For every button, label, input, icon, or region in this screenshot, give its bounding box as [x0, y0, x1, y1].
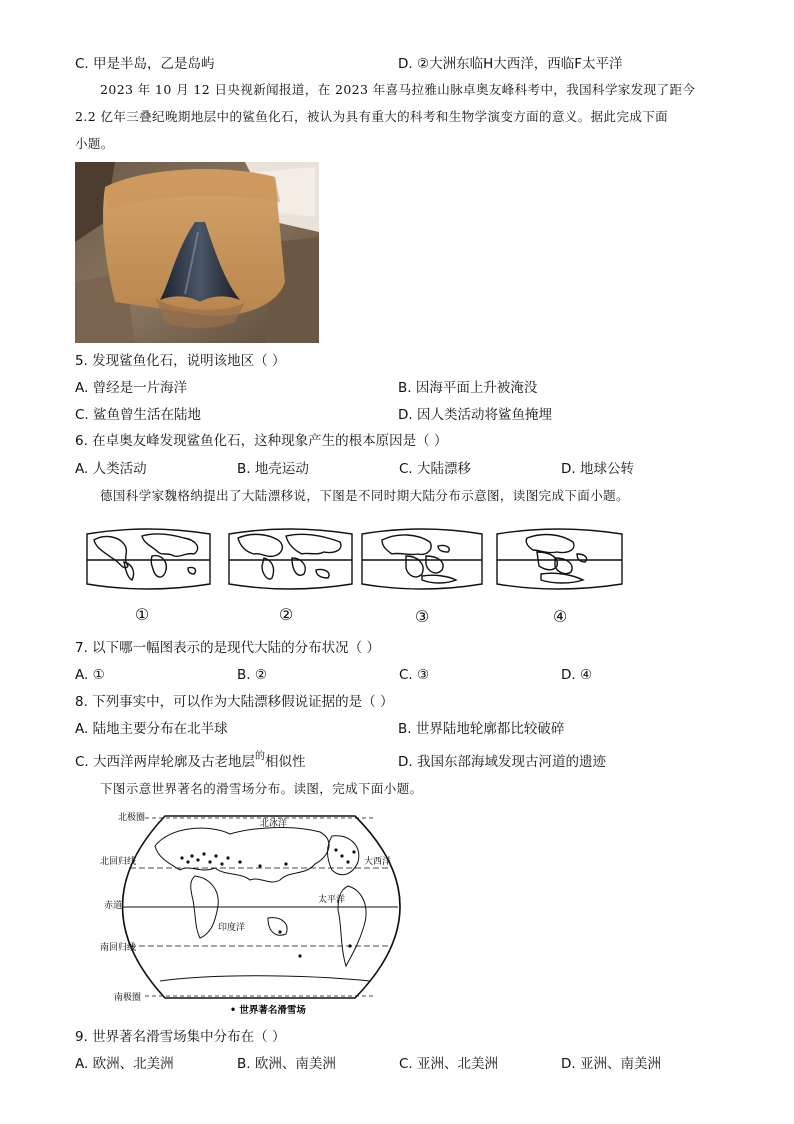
q5-option-c: C. 鲨鱼曾生活在陆地	[75, 407, 202, 423]
q7-option-a: A. ①	[75, 667, 105, 683]
q6-option-d: D. 地球公转	[561, 461, 634, 477]
q9-option-a: A. 欧洲、北美洲	[75, 1056, 174, 1072]
q6-option-a: A. 人类活动	[75, 461, 147, 477]
lat-label-arctic-circle: 北极圈	[118, 813, 146, 823]
map-label-2: ②	[278, 605, 294, 624]
map-label-1: ①	[134, 605, 150, 624]
q6-option-c: C. 大陆漂移	[399, 461, 472, 477]
lat-label-equator: 赤道	[104, 901, 123, 911]
intro-2: 德国科学家魏格纳提出了大陆漂移说，下图是不同时期大陆分布示意图，读图完成下面小题。	[100, 488, 629, 503]
world-ski-resort-map	[100, 806, 430, 1018]
q8-option-b: B. 世界陆地轮廓都比较破碎	[398, 721, 565, 737]
q9-option-b: B. 欧洲、南美洲	[237, 1056, 336, 1072]
map-legend: • 世界著名滑雪场	[230, 1005, 306, 1016]
ocean-label-atlantic: 大西洋	[364, 857, 392, 867]
drift-map-2	[229, 529, 352, 589]
intro-1-line-1: 2023 年 10 月 12 日央视新闻报道，在 2023 年喜马拉雅山脉卓奥友峰科考中，我国科学家发现了距今	[100, 82, 696, 97]
drift-map-1	[87, 529, 210, 589]
q7-stem: 7. 以下哪一幅图表示的是现代大陆的分布状况（ ）	[75, 640, 380, 656]
q5-option-a: A. 曾经是一片海洋	[75, 380, 188, 396]
intro-1-line-2: 2.2 亿年三叠纪晚期地层中的鲨鱼化石，被认为具有重大的科考和生物学演变方面的意义。据此完成下面	[75, 109, 669, 124]
ocean-label-pacific: 太平洋	[318, 895, 346, 905]
intro-3: 下图示意世界著名的滑雪场分布。读图，完成下面小题。	[100, 781, 423, 796]
q8-option-d: D. 我国东部海域发现古河道的遗迹	[398, 754, 606, 770]
q6-stem: 6. 在卓奥友峰发现鲨鱼化石，这种现象产生的根本原因是（ ）	[75, 433, 448, 449]
q6-option-b: B. 地壳运动	[237, 461, 309, 477]
q5-option-d: D. 因人类活动将鲨鱼掩埋	[398, 407, 552, 423]
map-label-4: ④	[552, 607, 568, 626]
drift-map-3	[362, 529, 482, 589]
q7-option-d: D. ④	[561, 667, 593, 683]
shark-fossil-photo	[75, 162, 319, 343]
intro-1-line-3: 小题。	[75, 136, 114, 151]
lat-label-tropic-cancer: 北回归线	[100, 857, 137, 867]
drift-map-4	[497, 529, 622, 589]
prev-option-d: D. ②大洲东临H大西洋，西临F太平洋	[398, 56, 623, 72]
lat-label-tropic-capricorn: 南回归线	[100, 943, 137, 953]
q9-stem: 9. 世界著名滑雪场集中分布在（ ）	[75, 1029, 286, 1045]
lat-label-antarctic-circle: 南极圈	[114, 993, 142, 1003]
ocean-label-arctic: 北冰洋	[260, 819, 288, 829]
q5-stem: 5. 发现鲨鱼化石，说明该地区（ ）	[75, 353, 286, 369]
q9-option-d: D. 亚洲、南美洲	[561, 1056, 661, 1072]
q8-option-a: A. 陆地主要分布在北半球	[75, 721, 228, 737]
map-label-3: ③	[414, 607, 430, 626]
continental-drift-maps	[82, 522, 642, 632]
q8-option-c: C. 大西洋两岸轮廓及古老地层$^的$相似性	[75, 751, 306, 770]
q7-option-b: B. ②	[237, 667, 267, 683]
prev-option-c: C. 甲是半岛，乙是岛屿	[75, 56, 215, 72]
q7-option-c: C. ③	[399, 667, 430, 683]
q5-option-b: B. 因海平面上升被淹没	[398, 380, 538, 396]
q9-option-c: C. 亚洲、北美洲	[399, 1056, 499, 1072]
q8-stem: 8. 下列事实中，可以作为大陆漂移假说证据的是（ ）	[75, 694, 394, 710]
ocean-label-indian: 印度洋	[218, 923, 246, 933]
